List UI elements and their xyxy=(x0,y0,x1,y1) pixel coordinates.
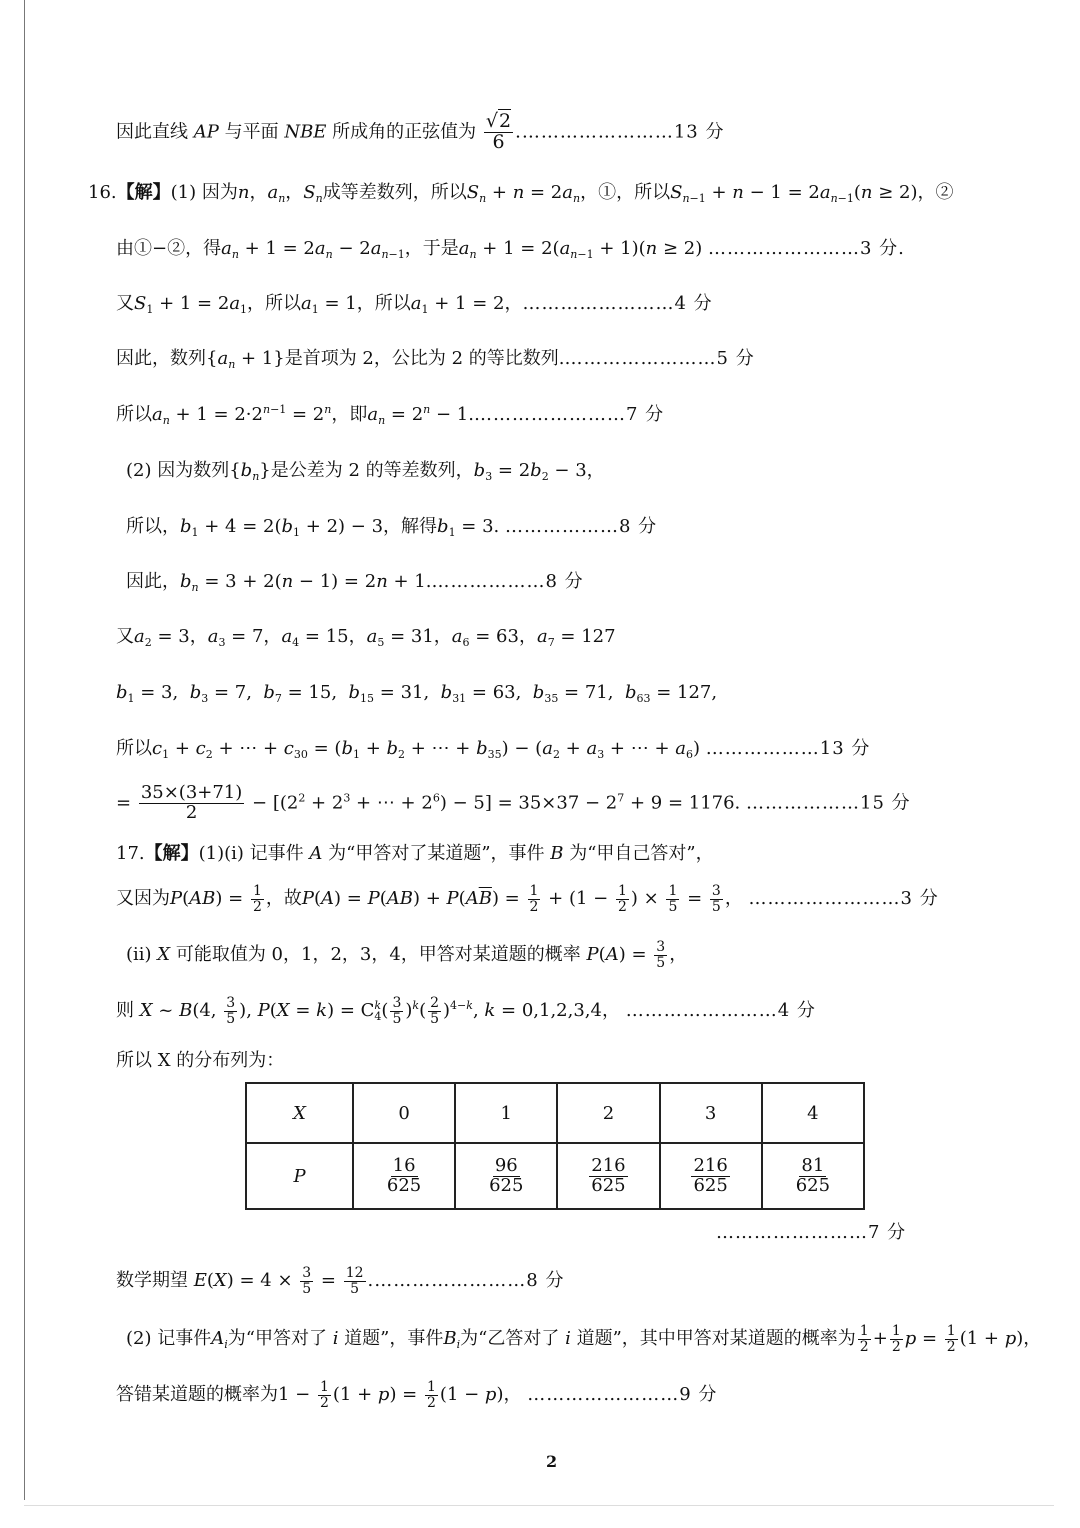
table-p-value xyxy=(660,1143,762,1209)
fraction-three-fifths: $\frac{3}{5}$ xyxy=(711,883,721,915)
line-9: 因此，$b_n = 3 + 2(n - 1) = 2n$ + 1.………………8 分 xyxy=(126,571,584,594)
table-p-value xyxy=(353,1143,455,1209)
p-numerator: 216 xyxy=(591,1154,626,1176)
fraction-three-fifths-5: $\frac{3}{5}$ xyxy=(302,1265,312,1297)
table-p-value xyxy=(557,1143,659,1209)
line-6: 所以$a_n + 1 = 2\cdot 2^{n-1} = 2^n$，即$a_n = 2^n$ − 1.……………………7 分 xyxy=(116,403,665,427)
line-14: 17.【解】(1)(i) 记事件 A 为“甲答对了某道题”，事件 B 为“甲自己答对”， xyxy=(116,843,714,864)
fraction-arith-sum: $\frac{35\times(3+71)}{2}$ xyxy=(140,782,243,823)
fraction-half-2: $\frac{1}{2}$ xyxy=(529,883,539,915)
line-18: 所以 X 的分布列为： xyxy=(116,1050,285,1071)
bottom-rule xyxy=(24,1505,1054,1506)
line-5: 因此，数列$\{a_n + 1\}$是首项为 2，公比为 2 的等比数列.……………………5 分 xyxy=(116,348,755,371)
p-denominator: 625 xyxy=(795,1174,831,1196)
line-13: = $\frac{35\times(3+71)}{2}$ − [($2^2 + 2^3$ + ⋯ + $2^6) - 5] = 35\times 37 - 2^7 + 9 = 1176$. ………………15 分 xyxy=(116,782,911,823)
table-x-value: 4 xyxy=(762,1083,864,1143)
fraction-three-fifths-2: $\frac{3}{5}$ xyxy=(656,939,666,971)
line-19-score: ……………………7 分 xyxy=(716,1222,907,1243)
line-15: 又因为P(AB) = $\frac{1}{2}$ ，故$P(A) = P(AB) + P(A\overline{B})$ = $\frac{1}{2}$ + (1 − $\frac{1}{2}$ ) × $\frac{1}{5}$ = $\frac{3}{5}$ ， ……………………3 分 xyxy=(116,883,939,915)
fraction-sqrt2-over-6: $\frac{√2}{6}$ xyxy=(485,110,512,153)
table-header-label: X xyxy=(246,1083,353,1143)
fraction-half-8: $\frac{1}{2}$ xyxy=(427,1379,436,1411)
line-21: (2) 记事件$A_i$为“甲答对了 i 道题”，事件$B_i$为“乙答对了 i 道题”，其中甲答对某道题的概率为 $\frac{1}{2}$ + $\frac{1}{2}$ p = $\frac{1}{2}$ (1 + p)， xyxy=(126,1323,1042,1355)
fraction-half-7: $\frac{1}{2}$ xyxy=(319,1379,329,1411)
fraction-half-6: $\frac{1}{2}$ xyxy=(946,1323,956,1355)
line-4: 又$S_1 + 1 = 2a_1$，所以$a_1 = 1$，所以$a_1 + 1 = 2$，……………………4 分 xyxy=(116,293,713,316)
table-x-value: 1 xyxy=(455,1083,557,1143)
line-3: 由①−②，得$a_n + 1 = 2a_n - 2a_{n-1}$，于是$a_n + 1 = 2(a_{n-1} + 1)(n \ge 2)$ ……………………3 分. xyxy=(116,238,905,261)
p-numerator: 16 xyxy=(392,1154,416,1176)
line-17: 则 X ~ B(4, $\frac{3}{5}$ ), P(X = k) = C k 4 ( $\frac{3}{5}$ )$^k$( $\frac{2}{5}$ )$^{4-k}$, k = 0,1,2,3,4， ……………………4 分 xyxy=(116,995,816,1027)
line-20: 数学期望 E(X) = 4 × $\frac{3}{5}$ = $\frac{12}{5}$ .……………………8 分 xyxy=(116,1265,565,1297)
table-x-value: 3 xyxy=(660,1083,762,1143)
line-8: 所以，$b_1 + 4 = 2(b_1 + 2) - 3$，解得$b_1 = 3$. ………………8 分 xyxy=(126,516,658,539)
fraction-half-4: $\frac{1}{2}$ xyxy=(859,1323,869,1355)
fraction-half-5: $\frac{1}{2}$ xyxy=(891,1323,901,1355)
line-16: (ii) X 可能取值为 0，1，2，3，4，甲答对某道题的概率 P(A) = $\frac{3}{5}$ ， xyxy=(126,939,688,971)
fraction-three-fifths-4: $\frac{3}{5}$ xyxy=(392,995,402,1027)
line-1: 因此直线 AP 与平面 NBE 所成角的正弦值为 $\frac{√2}{6}$ .……………………13 分 xyxy=(116,110,725,153)
fraction-half: $\frac{1}{2}$ xyxy=(252,883,262,915)
left-margin-rule xyxy=(24,0,25,1500)
p-denominator: 625 xyxy=(693,1174,728,1196)
fraction-twelve-fifths: $\frac{12}{5}$ xyxy=(345,1265,364,1297)
page-number: 2 xyxy=(546,1452,558,1471)
table-header-row xyxy=(246,1083,864,1143)
fraction-one-fifth: $\frac{1}{5}$ xyxy=(668,883,678,915)
table-p-value xyxy=(762,1143,864,1209)
table-x-value: 2 xyxy=(557,1083,659,1143)
table-p-value xyxy=(455,1143,557,1209)
p-denominator: 625 xyxy=(591,1174,626,1196)
distribution-table xyxy=(245,1082,865,1210)
line-12: 所以$c_1 + c_2$ + ⋯ + $c_{30} = (b_1 + b_2$ + ⋯ + $b_{35}) - (a_2 + a_3$ + ⋯ + $a_6$) ………………13 分 xyxy=(116,738,871,761)
p-denominator: 625 xyxy=(386,1174,422,1196)
fraction-half-3: $\frac{1}{2}$ xyxy=(617,883,627,915)
fraction-two-fifths: $\frac{2}{5}$ xyxy=(430,995,440,1027)
line-2: 16.【解】(1) 因为n，$a_n$，$S_n$成等差数列，所以$S_n + n = 2a_n$，①，所以$S_{n-1} + n - 1 = 2a_{n-1}(n \ge 2)$，② xyxy=(88,182,954,205)
p-numerator: 81 xyxy=(801,1154,825,1176)
p-denominator: 625 xyxy=(489,1174,524,1196)
line-7: (2) 因为数列$\{b_n\}$是公差为 2 的等差数列，$b_3 = 2b_2 - 3$， xyxy=(126,460,605,483)
p-numerator: 216 xyxy=(693,1154,728,1176)
fraction-three-fifths-3: $\frac{3}{5}$ xyxy=(226,995,236,1027)
line-22: 答错某道题的概率为1 − $\frac{1}{2}$ (1 + p) = $\frac{1}{2}$ (1 − p)， ……………………9 分 xyxy=(116,1379,718,1411)
line-11: $b_1 = 3$, $b_3 = 7$, $b_7 = 15$, $b_{15} = 31$, $b_{31} = 63$, $b_{35} = 71$, $b_{63} = 127$, xyxy=(116,682,718,705)
table-row-label: P xyxy=(246,1143,353,1209)
line-10: 又$a_2 = 3$，$a_3 = 7$，$a_4 = 15$，$a_5 = 31$，$a_6 = 63$，$a_7 = 127$ xyxy=(116,626,616,649)
table-x-value: 0 xyxy=(353,1083,455,1143)
table-row xyxy=(246,1143,864,1209)
p-numerator: 96 xyxy=(494,1154,518,1176)
